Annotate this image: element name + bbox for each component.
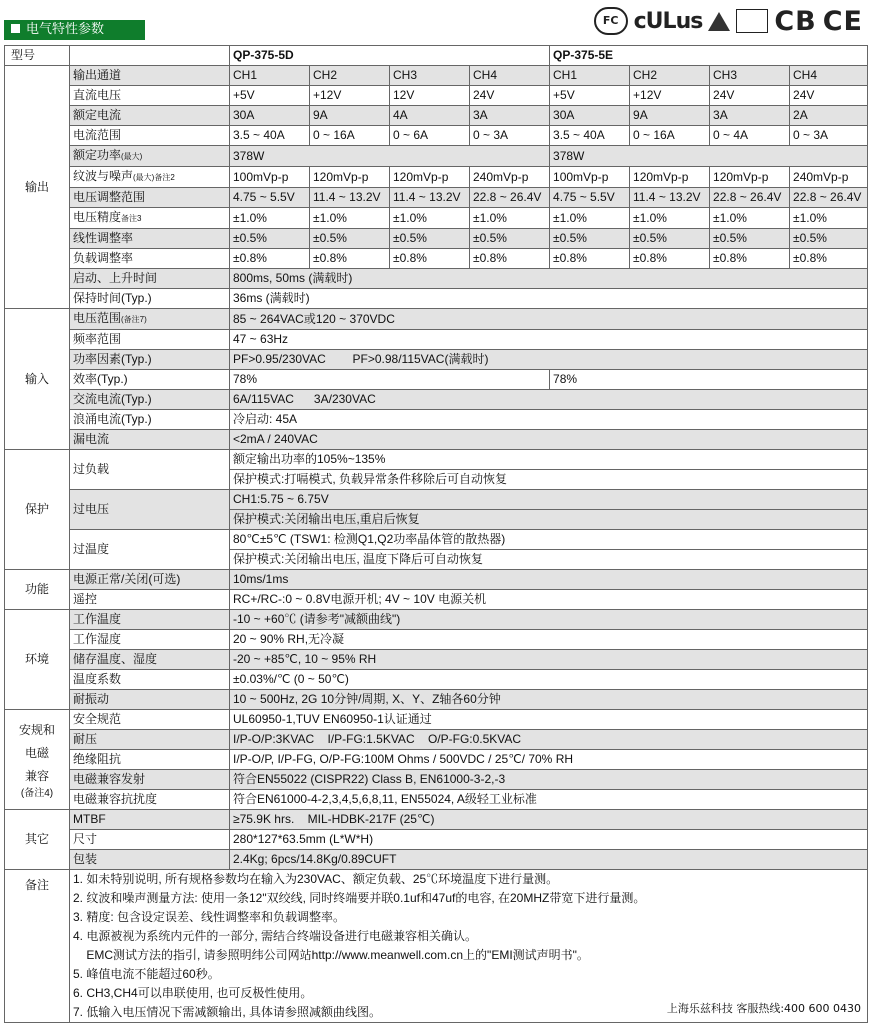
tol-cell: ±1.0% <box>310 208 390 229</box>
adj-cell: 22.8 ~ 26.4V <box>470 188 550 208</box>
channel-cell: CH2 <box>310 66 390 86</box>
note-item: 1. 如未特别说明, 所有规格参数均在输入为230VAC、额定负载、25℃环境温度下进行量测。 <box>73 872 559 886</box>
note-item: 4. 电源被视为系统内元件的一部分, 需结合终端设备进行电磁兼容相关确认。 <box>73 929 478 943</box>
note-item: 5. 峰值电流不能超过60秒。 <box>73 967 220 981</box>
dc-voltage-cell: 24V <box>470 86 550 106</box>
output-category: 输出 <box>5 66 70 309</box>
ot-label: 过温度 <box>70 530 230 570</box>
channel-cell: CH1 <box>550 66 630 86</box>
overload-label: 过负载 <box>70 450 230 490</box>
rise-value: 800ms, 50ms (满载时) <box>230 269 868 289</box>
current-range-cell: 0 ~ 3A <box>470 126 550 146</box>
pg-label: 电源正常/关闭(可选) <box>70 570 230 590</box>
fc-logo: FC <box>594 7 628 35</box>
std-label: 安全规范 <box>70 710 230 730</box>
tol-cell: ±1.0% <box>790 208 868 229</box>
tol-cell: ±1.0% <box>550 208 630 229</box>
rc-label: 遥控 <box>70 590 230 610</box>
inrush-label: 浪涌电流(Typ.) <box>70 410 230 430</box>
safety-category-note: (备注4) <box>20 788 54 799</box>
rated-power-e: 378W <box>550 146 868 167</box>
rated-current-cell: 9A <box>310 106 390 126</box>
load-cell: ±0.8% <box>710 249 790 269</box>
note-item: 6. CH3,CH4可以串联使用, 也可反极性使用。 <box>73 986 313 1000</box>
ul-logo: cULus <box>633 8 703 34</box>
tol-cell: ±1.0% <box>630 208 710 229</box>
rated-current-cell: 3A <box>470 106 550 126</box>
model-row <box>5 46 868 66</box>
adj-cell: 22.8 ~ 26.4V <box>790 188 868 208</box>
ripple-label <box>70 167 230 188</box>
section-title-badge <box>4 20 145 40</box>
dc-voltage-cell: 24V <box>710 86 790 106</box>
note-item: EMC测试方法的指引, 请参照明纬公司网站http://www.meanwell.com.cn上的"EMI测试声明书"。 <box>73 948 589 962</box>
safety-category <box>5 710 70 810</box>
ac-label: 交流电流(Typ.) <box>70 390 230 410</box>
cb-logo: CB <box>774 5 817 37</box>
note-item: 7. 低输入电压情况下需减额输出, 具体请参照减额曲线图。 <box>73 1005 382 1019</box>
note-item: 3. 精度: 包含设定误差、线性调整率和负载调整率。 <box>73 910 346 924</box>
function-category: 功能 <box>5 570 70 610</box>
current-range-cell: 3.5 ~ 40A <box>550 126 630 146</box>
ripple-cell: 240mVp-p <box>470 167 550 188</box>
model-label: 型号 <box>5 46 70 66</box>
tol-cell: ±1.0% <box>230 208 310 229</box>
vib-label: 耐振动 <box>70 690 230 710</box>
leak-label: 漏电流 <box>70 430 230 450</box>
model-e: QP-375-5E <box>550 46 868 66</box>
rated-power-note: (最大) <box>121 152 143 161</box>
hum-label: 工作湿度 <box>70 630 230 650</box>
tol-label-text: 电压精度 <box>73 210 122 224</box>
spec-table <box>4 45 868 1023</box>
load-label: 负载调整率 <box>70 249 230 269</box>
line-label: 线性调整率 <box>70 229 230 249</box>
channel-cell: CH1 <box>230 66 310 86</box>
adj-cell: 22.8 ~ 26.4V <box>710 188 790 208</box>
ac-value: 6A/115VAC 3A/230VAC <box>230 390 868 410</box>
ripple-note: (最大)备注2 <box>133 173 175 182</box>
vib-value: 10 ~ 500Hz, 2G 10分钟/周期, X、Y、Z轴各60分钟 <box>230 690 868 710</box>
environment-category: 环境 <box>5 610 70 710</box>
hold-label: 保持时间(Typ.) <box>70 289 230 309</box>
load-cell: ±0.8% <box>470 249 550 269</box>
ov-value-2: 保护模式:关闭输出电压,重启后恢复 <box>230 510 868 530</box>
load-cell: ±0.8% <box>630 249 710 269</box>
storage-label: 储存温度、湿度 <box>70 650 230 670</box>
tol-label <box>70 208 230 229</box>
rated-power-label-text: 额定功率 <box>73 148 122 162</box>
current-range-cell: 0 ~ 4A <box>710 126 790 146</box>
eff-label: 效率(Typ.) <box>70 370 230 390</box>
ce-logo: CE <box>822 5 863 37</box>
mtbf-label: MTBF <box>70 810 230 830</box>
dim-label: 尺寸 <box>70 830 230 850</box>
adj-cell: 11.4 ~ 13.2V <box>630 188 710 208</box>
protection-category: 保护 <box>5 450 70 570</box>
adj-cell: 11.4 ~ 13.2V <box>390 188 470 208</box>
notes-category: 备注 <box>5 870 70 1023</box>
emi-value: 符合EN55022 (CISPR22) Class B, EN61000-3-2,-3 <box>230 770 868 790</box>
certification-logos <box>594 6 863 36</box>
storage-value: -20 ~ +85℃, 10 ~ 95% RH <box>230 650 868 670</box>
safety-category-line-2: 电磁 <box>24 746 49 760</box>
channel-cell: CH2 <box>630 66 710 86</box>
dc-voltage-cell: +5V <box>230 86 310 106</box>
dc-voltage-cell: 24V <box>790 86 868 106</box>
ov-label: 过电压 <box>70 490 230 530</box>
rated-current-label: 额定电流 <box>70 106 230 126</box>
current-range-cell: 3.5 ~ 40A <box>230 126 310 146</box>
pf-label: 功率因素(Typ.) <box>70 350 230 370</box>
rated-current-cell: 2A <box>790 106 868 126</box>
freq-value: 47 ~ 63Hz <box>230 330 868 350</box>
line-cell: ±0.5% <box>390 229 470 249</box>
rated-current-cell: 3A <box>710 106 790 126</box>
rated-current-cell: 30A <box>230 106 310 126</box>
dc-voltage-cell: +12V <box>310 86 390 106</box>
eff-d: 78% <box>230 370 550 390</box>
leak-value: <2mA / 240VAC <box>230 430 868 450</box>
notes-content <box>70 870 868 1023</box>
ems-value: 符合EN61000-4-2,3,4,5,6,8,11, EN55024, A级轻工业标准 <box>230 790 868 810</box>
note-item: 2. 纹波和噪声测量方法: 使用一条12"双绞线, 同时终端要并联0.1uf和47uf的电容, 在20MHZ带宽下进行量测。 <box>73 891 646 905</box>
section-title: 电气特性参数 <box>26 22 105 37</box>
pf-value: PF>0.95/230VAC PF>0.98/115VAC(满载时) <box>230 350 868 370</box>
overload-value-2: 保护模式:打嗝模式, 负载异常条件移除后可自动恢复 <box>230 470 868 490</box>
hotline-text: 上海乐兹科技 客服热线:400 600 0430 <box>666 1002 862 1015</box>
tol-cell: ±1.0% <box>710 208 790 229</box>
mtbf-value: ≥75.9K hrs. MIL-HDBK-217F (25℃) <box>230 810 868 830</box>
square-icon <box>11 24 20 33</box>
safety-category-line-3: 兼容 <box>24 769 49 783</box>
ot-value-1: 80℃±5℃ (TSW1: 检测Q1,Q2功率晶体管的散热器) <box>230 530 868 550</box>
channel-cell: CH4 <box>470 66 550 86</box>
rated-current-cell: 9A <box>630 106 710 126</box>
ripple-cell: 100mVp-p <box>230 167 310 188</box>
rated-current-cell: 30A <box>550 106 630 126</box>
adj-cell: 4.75 ~ 5.5V <box>230 188 310 208</box>
vrange-note: (备注7) <box>121 315 147 324</box>
line-cell: ±0.5% <box>790 229 868 249</box>
vrange-label-text: 电压范围 <box>73 311 122 325</box>
ripple-cell: 100mVp-p <box>550 167 630 188</box>
adj-cell: 4.75 ~ 5.5V <box>550 188 630 208</box>
load-cell: ±0.8% <box>390 249 470 269</box>
current-range-cell: 0 ~ 3A <box>790 126 868 146</box>
ripple-cell: 120mVp-p <box>710 167 790 188</box>
dc-voltage-cell: +5V <box>550 86 630 106</box>
adj-label: 电压调整范围 <box>70 188 230 208</box>
current-range-cell: 0 ~ 6A <box>390 126 470 146</box>
current-range-cell: 0 ~ 16A <box>630 126 710 146</box>
load-cell: ±0.8% <box>230 249 310 269</box>
safety-category-line-1: 安规和 <box>18 723 55 737</box>
ripple-cell: 120mVp-p <box>390 167 470 188</box>
adj-cell: 11.4 ~ 13.2V <box>310 188 390 208</box>
load-cell: ±0.8% <box>550 249 630 269</box>
tol-cell: ±1.0% <box>470 208 550 229</box>
rise-label: 启动、上升时间 <box>70 269 230 289</box>
input-category: 输入 <box>5 309 70 450</box>
coef-value: ±0.03%/℃ (0 ~ 50℃) <box>230 670 868 690</box>
model-d: QP-375-5D <box>230 46 550 66</box>
iso-label: 绝缘阻抗 <box>70 750 230 770</box>
pack-value: 2.4Kg; 6pcs/14.8Kg/0.89CUFT <box>230 850 868 870</box>
pg-value: 10ms/1ms <box>230 570 868 590</box>
ov-value-1: CH1:5.75 ~ 6.75V <box>230 490 868 510</box>
current-range-cell: 0 ~ 16A <box>310 126 390 146</box>
ems-label: 电磁兼容抗扰度 <box>70 790 230 810</box>
dim-value: 280*127*63.5mm (L*W*H) <box>230 830 868 850</box>
hum-value: 20 ~ 90% RH,无冷凝 <box>230 630 868 650</box>
safety-mark-logo <box>736 9 768 33</box>
dc-voltage-cell: +12V <box>630 86 710 106</box>
line-cell: ±0.5% <box>310 229 390 249</box>
freq-label: 频率范围 <box>70 330 230 350</box>
load-cell: ±0.8% <box>310 249 390 269</box>
others-category: 其它 <box>5 810 70 870</box>
coef-label: 温度系数 <box>70 670 230 690</box>
inrush-value: 冷启动: 45A <box>230 410 868 430</box>
rated-current-cell: 4A <box>390 106 470 126</box>
channel-cell: CH3 <box>390 66 470 86</box>
overload-value-1: 额定输出功率的105%~135% <box>230 450 868 470</box>
rc-value: RC+/RC-:0 ~ 0.8V电源开机; 4V ~ 10V 电源关机 <box>230 590 868 610</box>
ripple-cell: 240mVp-p <box>790 167 868 188</box>
line-cell: ±0.5% <box>630 229 710 249</box>
header <box>0 0 871 44</box>
withstand-value: I/P-O/P:3KVAC I/P-FG:1.5KVAC O/P-FG:0.5KVAC <box>230 730 868 750</box>
line-cell: ±0.5% <box>710 229 790 249</box>
std-value: UL60950-1,TUV EN60950-1认证通过 <box>230 710 868 730</box>
temp-value: -10 ~ +60℃ (请参考"减额曲线") <box>230 610 868 630</box>
rated-power-d: 378W <box>230 146 550 167</box>
ot-value-2: 保护模式:关闭输出电压, 温度下降后可自动恢复 <box>230 550 868 570</box>
tuv-triangle-logo <box>708 12 730 31</box>
withstand-label: 耐压 <box>70 730 230 750</box>
rated-power-label <box>70 146 230 167</box>
iso-value: I/P-O/P, I/P-FG, O/P-FG:100M Ohms / 500VDC / 25℃/ 70% RH <box>230 750 868 770</box>
tol-note: 备注3 <box>121 214 142 223</box>
line-cell: ±0.5% <box>550 229 630 249</box>
dc-voltage-cell: 12V <box>390 86 470 106</box>
vrange-label <box>70 309 230 330</box>
pack-label: 包装 <box>70 850 230 870</box>
ripple-cell: 120mVp-p <box>630 167 710 188</box>
channel-cell: CH4 <box>790 66 868 86</box>
hold-value: 36ms (满载时) <box>230 289 868 309</box>
ripple-label-text: 纹波与噪声 <box>73 169 134 183</box>
vrange-value: 85 ~ 264VAC或120 ~ 370VDC <box>230 309 868 330</box>
emi-label: 电磁兼容发射 <box>70 770 230 790</box>
channels-label: 输出通道 <box>70 66 230 86</box>
model-spacer <box>70 46 230 66</box>
line-cell: ±0.5% <box>230 229 310 249</box>
channel-cell: CH3 <box>710 66 790 86</box>
temp-label: 工作温度 <box>70 610 230 630</box>
tol-cell: ±1.0% <box>390 208 470 229</box>
current-range-label: 电流范围 <box>70 126 230 146</box>
dc-voltage-label: 直流电压 <box>70 86 230 106</box>
eff-e: 78% <box>550 370 868 390</box>
line-cell: ±0.5% <box>470 229 550 249</box>
load-cell: ±0.8% <box>790 249 868 269</box>
ripple-cell: 120mVp-p <box>310 167 390 188</box>
